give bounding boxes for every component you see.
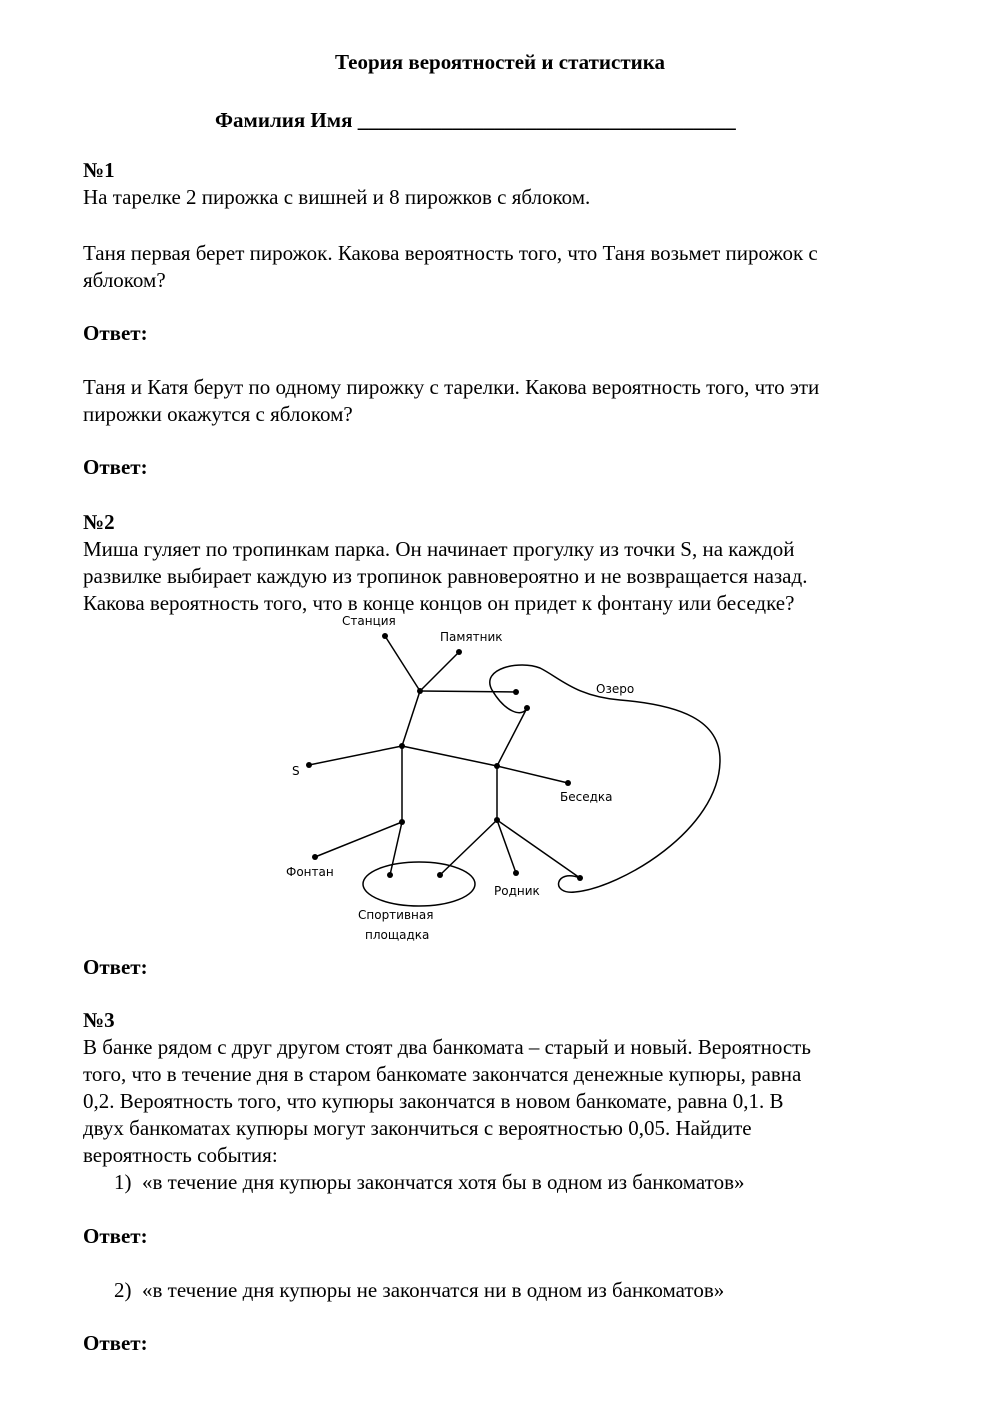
node-junction-lower-left — [399, 819, 405, 825]
task1-question1-line2: яблоком? — [83, 268, 166, 292]
task2-line1: Миша гуляет по тропинкам парка. Он начинает прогулку из точки S, на каждой — [83, 537, 795, 561]
task2-number: №2 — [83, 510, 115, 534]
task1-condition: На тарелке 2 пирожка с вишней и 8 пирожков с яблоком. — [83, 185, 591, 209]
task3-item1-number: 1) — [114, 1170, 132, 1194]
task3-item2-number: 2) — [114, 1278, 132, 1302]
task3-item1 — [114, 1169, 745, 1195]
diagram-paths — [309, 636, 720, 906]
node-fountain — [312, 854, 318, 860]
node-lake-loop — [524, 705, 530, 711]
node-monument — [456, 649, 462, 655]
task1-question2-line1: Таня и Катя берут по одному пирожку с тарелки. Какова вероятность того, что эти — [83, 375, 820, 399]
task1-number: №1 — [83, 158, 115, 182]
label-fountain: Фонтан — [286, 865, 334, 879]
node-station — [382, 633, 388, 639]
task3-line4: двух банкоматах купюры могут закончиться с вероятностью 0,05. Найдите — [83, 1116, 752, 1140]
label-gazebo: Беседка — [560, 790, 613, 804]
label-s: S — [292, 764, 300, 778]
task3-line5: вероятность события: — [83, 1143, 278, 1167]
label-lake: Озеро — [596, 682, 635, 696]
task3-line2: того, что в течение дня в старом банкомате закончатся денежные купюры, равна — [83, 1062, 802, 1086]
task3-answer2-label: Ответ: — [83, 1331, 148, 1355]
task2-line2: развилке выбирает каждую из тропинок равновероятно и не возвращается назад. — [83, 564, 808, 588]
node-gazebo — [565, 780, 571, 786]
task1-question2-line2: пирожки окажутся с яблоком? — [83, 402, 353, 426]
task3-item1-text: «в течение дня купюры закончатся хотя бы в одном из банкоматов» — [142, 1170, 745, 1194]
node-sports-right — [437, 872, 443, 878]
node-lake-exit — [577, 875, 583, 881]
task3-answer1-label: Ответ: — [83, 1224, 148, 1248]
task3-line3: 0,2. Вероятность того, что купюры закончатся в новом банкомате, равна 0,1. В — [83, 1089, 784, 1113]
label-monument: Памятник — [440, 630, 503, 644]
task1-answer1-label: Ответ: — [83, 321, 148, 345]
label-spring: Родник — [494, 884, 540, 898]
node-junction-lower-right — [494, 817, 500, 823]
name-blank-line: ____________________________________ — [357, 108, 736, 132]
node-junction-top — [417, 688, 423, 694]
label-station: Станция — [342, 614, 396, 628]
task3-number: №3 — [83, 1008, 115, 1032]
task2-line3: Какова вероятность того, что в конце концов он придет к фонтану или беседке? — [83, 591, 795, 615]
label-sports-line1: Спортивная — [358, 908, 434, 922]
task3-item2 — [114, 1277, 724, 1303]
node-junction-main — [399, 743, 405, 749]
node-sports-left — [387, 872, 393, 878]
node-s — [306, 762, 312, 768]
task3-item2-text: «в течение дня купюры не закончатся ни в одном из банкоматов» — [142, 1278, 725, 1302]
node-lake-entry — [513, 689, 519, 695]
task1-answer2-label: Ответ: — [83, 455, 148, 479]
name-label: Фамилия Имя — [215, 108, 353, 132]
label-sports-line2: площадка — [365, 928, 430, 942]
task1-question1-line1: Таня первая берет пирожок. Какова вероятность того, что Таня возьмет пирожок с — [83, 241, 818, 265]
task3-line1: В банке рядом с друг другом стоят два банкомата – старый и новый. Вероятность — [83, 1035, 811, 1059]
page-title: Теория вероятностей и статистика — [334, 50, 666, 74]
node-spring — [513, 870, 519, 876]
task2-answer-label: Ответ: — [83, 955, 148, 979]
node-junction-right — [494, 763, 500, 769]
